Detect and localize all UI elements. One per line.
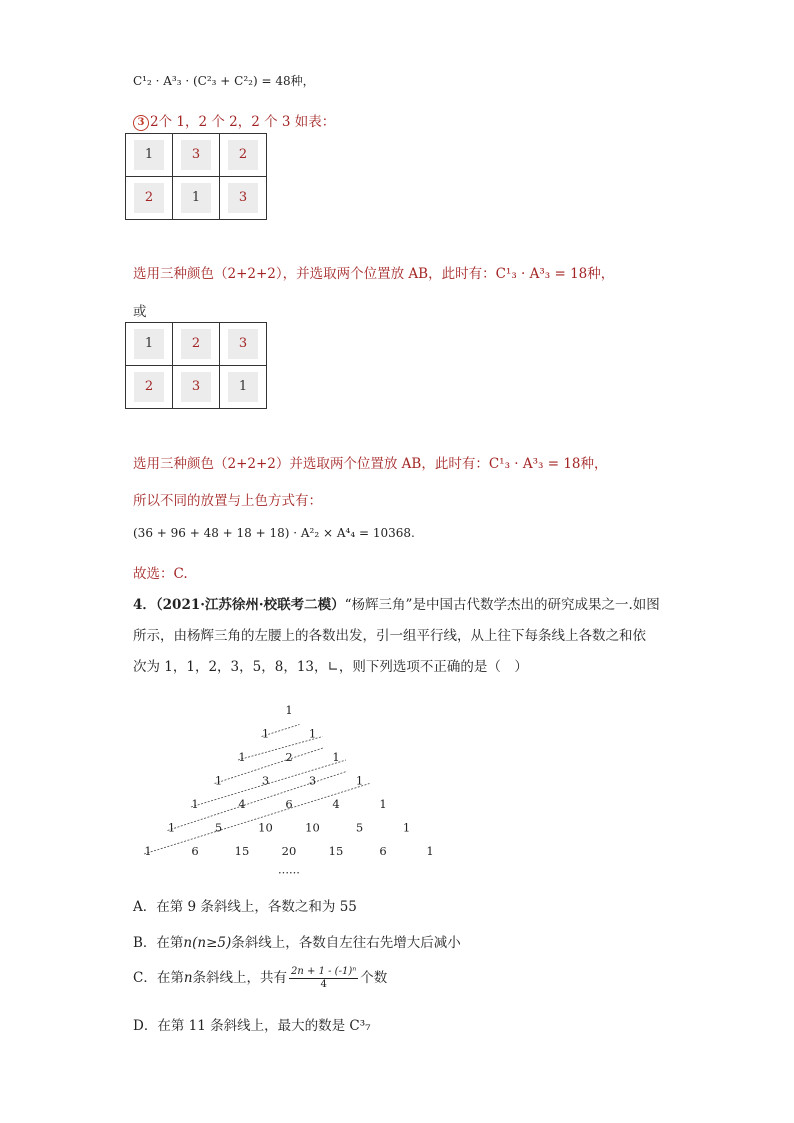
- triangle-number: 1: [261, 726, 270, 741]
- fraction-denominator: 4: [320, 979, 327, 990]
- table-cell: 3: [228, 329, 258, 359]
- table-cell: 3: [181, 140, 211, 170]
- triangle-number: 1: [308, 726, 317, 741]
- option-b-text: 条斜线上，各数自左往右先增大后减小: [231, 935, 461, 951]
- table-cell: 2: [181, 329, 211, 359]
- table-cell: 2: [134, 372, 164, 402]
- question-4-line-3: 次为 1，1，2，3，5，8，13，∟，则下列选项不正确的是（ ）: [133, 659, 528, 675]
- triangle-number: 1: [426, 844, 434, 858]
- triangle-number: 1: [355, 773, 364, 788]
- question-source: （2021·江苏徐州·校联考二模）: [155, 597, 345, 613]
- triangle-ellipsis: ······: [278, 865, 300, 880]
- selection-line-1: 选用三种颜色（2+2+2），并选取两个位置放 AB，此时有：C¹₃ · A³₃ = 18种，: [133, 266, 615, 282]
- table-cell: 1: [134, 329, 164, 359]
- triangle-number: 10: [258, 820, 273, 835]
- case-three-text: 2个 1，2 个 2，2 个 3 如表：: [150, 114, 336, 130]
- triangle-number: 15: [234, 844, 250, 858]
- option-d: D．在第 11 条斜线上，最大的数是 C³₇: [133, 1018, 371, 1034]
- table-cell: 3: [228, 183, 258, 213]
- triangle-number: 5: [214, 820, 223, 835]
- question-number: 4．: [133, 597, 156, 613]
- option-a: A．在第 9 条斜线上，各数之和为 55: [133, 899, 357, 915]
- total-formula: (36 + 96 + 48 + 18 + 18) · A²₂ × A⁴₄ = 10368.: [133, 526, 415, 540]
- option-b-variable: n(n≥5): [183, 935, 232, 951]
- triangle-number: 1: [191, 797, 199, 811]
- option-c: [133, 966, 387, 991]
- option-c-suffix: 个数: [360, 970, 388, 986]
- table-cell: 1: [134, 140, 164, 170]
- question-4-line-2: 所示，由杨辉三角的左腰上的各数出发，引一组平行线，从上往下每条线上各数之和依: [133, 628, 646, 644]
- summary-text: 所以不同的放置与上色方式有：: [133, 493, 322, 509]
- triangle-number: 15: [328, 844, 344, 858]
- triangle-number: 3: [261, 773, 270, 788]
- triangle-number: 1: [144, 844, 152, 858]
- option-c-fraction: [289, 966, 358, 991]
- triangle-number: 1: [402, 820, 411, 835]
- option-c-text: 条斜线上，共有: [192, 970, 288, 986]
- triangle-number: 4: [332, 797, 340, 811]
- triangle-number: 4: [238, 797, 246, 811]
- triangle-number: 1: [285, 703, 293, 717]
- triangle-number: 1: [238, 750, 246, 764]
- option-c-prefix: C．在第: [133, 970, 184, 986]
- triangle-number: 2: [285, 750, 293, 764]
- triangle-number: 1: [379, 797, 387, 811]
- option-b: [133, 931, 461, 951]
- triangle-number: 1: [214, 773, 223, 788]
- option-c-variable: n: [183, 970, 193, 986]
- triangle-number: 6: [379, 844, 387, 858]
- combination-formula: C¹₂ · A³₃ · (C²₃ + C²₂) = 48种，: [133, 74, 315, 88]
- table-cell: 3: [181, 372, 211, 402]
- fraction-numerator: 2n + 1 - (-1)ⁿ: [291, 966, 357, 977]
- triangle-number: 1: [167, 820, 176, 835]
- triangle-number: 10: [305, 820, 320, 835]
- answer-text: 故选：C.: [133, 566, 188, 582]
- or-label: 或: [133, 304, 147, 320]
- table-cell: 1: [228, 372, 258, 402]
- triangle-number: 3: [308, 773, 317, 788]
- table-cell: 2: [228, 140, 258, 170]
- triangle-number: 5: [355, 820, 364, 835]
- circled-number-marker: 3: [133, 115, 149, 131]
- triangle-number: 6: [285, 797, 293, 811]
- triangle-number: 20: [281, 844, 297, 858]
- question-text: “杨辉三角”是中国古代数学杰出的研究成果之一.如图: [344, 597, 660, 613]
- selection-line-2: 选用三种颜色（2+2+2）并选取两个位置放 AB，此时有：C¹₃ · A³₃ = 18种，: [133, 456, 608, 472]
- table-cell: 2: [134, 183, 164, 213]
- option-b-prefix: B．在第: [133, 935, 184, 951]
- triangle-number: 1: [332, 750, 340, 764]
- triangle-number: 6: [191, 844, 199, 858]
- table-cell: 1: [181, 183, 211, 213]
